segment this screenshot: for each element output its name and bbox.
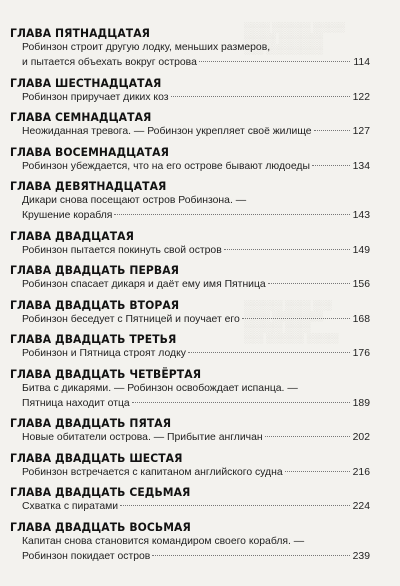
chapter-title: ГЛАВА ДВАДЦАТАЯ — [10, 228, 135, 243]
chapter-summary-line — [10, 208, 370, 223]
dot-leader — [120, 505, 350, 506]
chapter-summary-line — [10, 499, 370, 514]
chapter-summary-line — [10, 124, 370, 139]
chapter-summary-text: Робинзон и Пятница строят лодку — [22, 348, 186, 359]
chapter-summary-line — [10, 312, 370, 327]
toc-chapter — [10, 263, 370, 292]
dot-leader — [152, 555, 350, 556]
chapter-title: ГЛАВА ДВАДЦАТЬ ШЕСТАЯ — [10, 450, 183, 465]
chapter-summary-line — [10, 465, 370, 480]
dot-leader — [268, 283, 350, 284]
page-number: 127 — [352, 126, 370, 137]
toc-chapter — [10, 416, 370, 445]
chapter-summary-text: Капитан снова становится командиром своего корабля. — — [22, 535, 305, 547]
chapter-summary-text: Крушение корабля — [22, 210, 113, 221]
chapter-summary-line — [10, 346, 370, 361]
toc-chapter — [10, 298, 370, 327]
chapter-summary-line — [10, 277, 370, 292]
chapter-summary-line — [10, 159, 370, 174]
page-number: 216 — [352, 466, 370, 478]
page-number: 122 — [352, 91, 370, 103]
table-of-contents — [10, 26, 370, 569]
toc-chapter — [10, 229, 370, 258]
dot-leader — [224, 249, 350, 250]
dot-leader — [314, 130, 350, 131]
chapter-title: ГЛАВА ДВАДЦАТЬ ВТОРАЯ — [10, 297, 180, 312]
chapter-summary-text: Битва с дикарями. — Робинзон освобождает испанца. — — [22, 382, 298, 394]
toc-chapter — [10, 76, 370, 105]
toc-chapter — [10, 26, 370, 70]
chapter-summary-line — [10, 193, 370, 208]
dot-leader — [312, 165, 350, 166]
chapter-title: ГЛАВА ДЕВЯТНАДЦАТАЯ — [10, 179, 167, 193]
chapter-summary-line — [10, 396, 370, 411]
toc-chapter — [10, 451, 370, 480]
dot-leader — [265, 436, 350, 437]
toc-chapter — [10, 110, 370, 139]
page-number: 134 — [352, 160, 370, 172]
chapter-title: ГЛАВА ДВАДЦАТЬ ТРЕТЬЯ — [10, 332, 177, 346]
bleed-through-text: ░░░░░░ ░░░░ ░░░ ░░░░ ░░░░░░░░ ░░░░░░ ░░░░ ░░░ ░░░░░░ ░░░░░ — [244, 300, 339, 343]
toc-chapter — [10, 332, 370, 361]
page-number: 156 — [352, 279, 370, 290]
chapter-summary-text: Дикари снова посещают остров Робинзона. — — [22, 195, 247, 206]
page-number: 176 — [352, 348, 370, 359]
chapter-title: ГЛАВА ДВАДЦАТЬ СЕДЬМАЯ — [10, 485, 191, 499]
chapter-summary-line — [10, 40, 370, 55]
chapter-summary-line — [10, 534, 370, 549]
chapter-summary-line — [10, 381, 370, 396]
chapter-summary-line — [10, 430, 370, 445]
page-number: 189 — [352, 397, 370, 409]
chapter-summary-text: Новые обитатели острова. — Прибытие англичан — [22, 432, 263, 443]
chapter-title: ГЛАВА ДВАДЦАТЬ ПЯТАЯ — [10, 416, 172, 430]
chapter-summary-text: Робинзон спасает дикаря и даёт ему имя Пятница — [22, 279, 266, 290]
dot-leader — [285, 471, 350, 472]
chapter-summary-text: Робинзон пытается покинуть свой остров — [22, 244, 222, 256]
chapter-title: ГЛАВА ДВАДЦАТЬ ЧЕТВЁРТАЯ — [10, 366, 202, 381]
chapter-summary-line — [10, 243, 370, 258]
dot-leader — [132, 402, 350, 403]
chapter-summary-text: и пытается объехать вокруг острова — [22, 57, 197, 68]
toc-chapter — [10, 485, 370, 514]
chapter-title: ГЛАВА ПЯТНАДЦАТАЯ — [10, 26, 151, 40]
dot-leader — [171, 96, 350, 97]
chapter-summary-text: Робинзон беседует с Пятницей и поучает его — [22, 313, 240, 325]
chapter-summary-line — [10, 549, 370, 564]
chapter-summary-text: Схватка с пиратами — [22, 501, 119, 512]
dot-leader — [188, 352, 350, 353]
dot-leader — [114, 214, 350, 215]
page-number: 224 — [352, 501, 370, 512]
chapter-summary-text: Робинзон покидает остров — [22, 550, 151, 562]
chapter-title: ГЛАВА ВОСЕМНАДЦАТАЯ — [10, 144, 169, 159]
toc-chapter — [10, 145, 370, 174]
dot-leader — [242, 318, 350, 319]
chapter-summary-text: Пятница находит отца — [22, 397, 130, 409]
page-number: 202 — [352, 432, 370, 443]
page-number: 149 — [352, 244, 370, 256]
chapter-title: ГЛАВА СЕМНАДЦАТАЯ — [10, 110, 152, 124]
page-number: 168 — [352, 313, 370, 325]
chapter-summary-text: Робинзон приручает диких коз — [22, 91, 169, 103]
toc-chapter — [10, 520, 370, 564]
chapter-title: ГЛАВА ШЕСТНАДЦАТАЯ — [10, 75, 162, 90]
page-number: 114 — [353, 57, 370, 68]
chapter-summary-line — [10, 90, 370, 105]
page-number: 239 — [352, 550, 370, 562]
chapter-title: ГЛАВА ДВАДЦАТЬ ВОСЬМАЯ — [10, 519, 191, 534]
toc-chapter — [10, 179, 370, 223]
chapter-summary-line — [10, 55, 370, 70]
bleed-through-text: ░░░░ ░░░░░░ ░░░░░ ░░░░░ ░░░░░░░ ░░░ ░░░░░░░░░ — [244, 22, 345, 54]
chapter-summary-text: Робинзон встречается с капитаном английского судна — [22, 466, 283, 478]
page-number: 143 — [352, 210, 370, 221]
chapter-summary-text: Робинзон строит другую лодку, меньших размеров, — [22, 42, 271, 53]
chapter-summary-text: Неожиданная тревога. — Робинзон укрепляет своё жилище — [22, 126, 312, 137]
toc-chapter — [10, 367, 370, 411]
chapter-title: ГЛАВА ДВАДЦАТЬ ПЕРВАЯ — [10, 263, 180, 277]
dot-leader — [199, 61, 350, 62]
chapter-summary-text: Робинзон убеждается, что на его острове бывают людоеды — [22, 160, 310, 172]
